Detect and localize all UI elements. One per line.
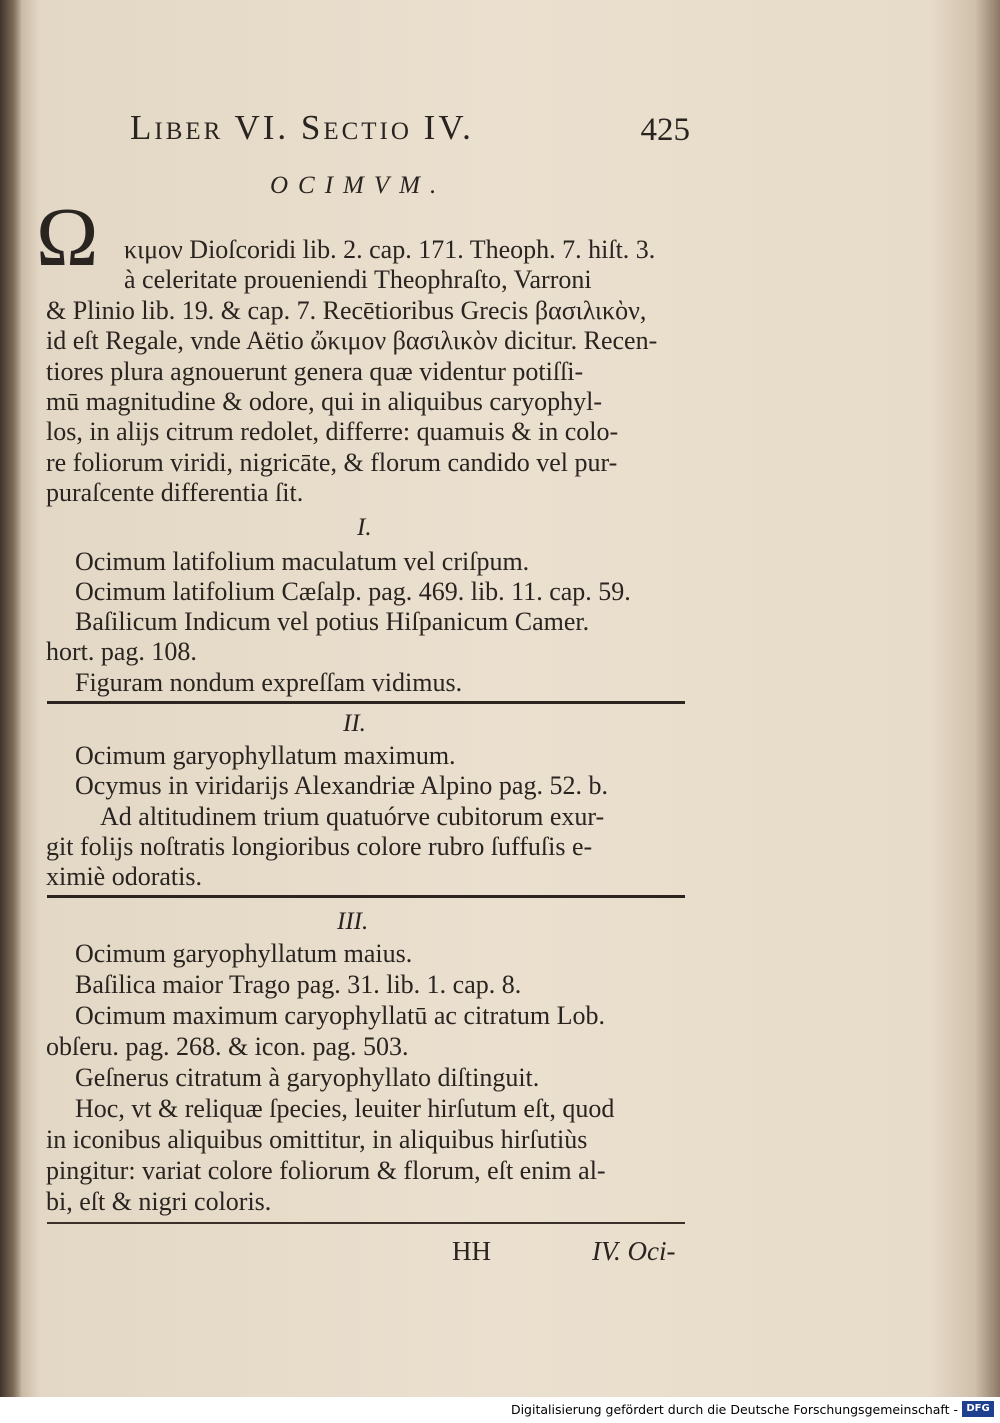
text-line: Ocimum garyophyllatum maximum. [75,741,456,770]
section-numeral: III. [337,908,369,935]
section-numeral: I. [357,514,372,541]
text-line: Hoc, vt & reliquæ ſpecies, leuiter hirſutum eſt, quod [75,1094,615,1123]
text-line: tiores plura agnouerunt genera quæ videntur potiſſi- [46,357,584,386]
text-line: Ocimum garyophyllatum maius. [75,939,413,968]
text-line: re foliorum viridi, nigricāte, & florum candido vel pur- [46,448,618,477]
text-line: hort. pag. 108. [46,637,197,666]
text-line: Ocimum latifolium Cæſalp. pag. 469. lib. 11. cap. 59. [75,577,631,606]
text-line: id eſt Regale, vnde Aëtio ὤκιμον βασιλικὸν dicitur. Recen- [46,326,658,355]
drop-capital: Ω [36,191,99,284]
text-line: in iconibus aliquibus omittitur, in aliquibus hirſutiùs [46,1125,588,1154]
text-line: à celeritate proueniendi Theophraſto, Varroni [124,265,592,294]
text-line: & Plinio lib. 19. & cap. 7. Recētioribus Grecis βασιλικὸν, [46,296,647,325]
running-header [130,108,690,158]
catchword: IV. Oci- [592,1236,676,1266]
binding-gutter [0,0,22,1397]
text-line: mū magnitudine & odore, qui in aliquibus caryophyl- [46,387,603,416]
text-line: obſeru. pag. 268. & icon. pag. 503. [46,1032,409,1061]
text-line: ximiè odoratis. [46,862,202,891]
running-title: Liber VI. Sectio IV. [130,108,474,147]
page-number: 425 [640,112,690,148]
text-line: bi, eſt & nigri coloris. [46,1187,272,1216]
footer-bar [0,1397,1000,1423]
section-numeral: II. [343,710,366,737]
section-rule [47,895,685,898]
text-line: κιμον Dioſcoridi lib. 2. cap. 171. Theoph. 7. hiſt. 3. [124,235,656,264]
text-line: Baſilicum Indicum vel potius Hiſpanicum Camer. [75,607,590,636]
text-line: Ocimum maximum caryophyllatū ac citratum Lob. [75,1001,605,1030]
chapter-title: OCIMVM. [270,172,447,199]
text-line: Ad altitudinem trium quatuórve cubitorum exur- [100,802,605,831]
text-line: Ocimum latifolium maculatum vel criſpum. [75,547,530,576]
text-line: Geſnerus citratum à garyophyllato diſtinguit. [75,1063,540,1092]
text-line: los, in alijs citrum redolet, differre: quamuis & in colo- [46,417,619,446]
text-line: git folijs noſtratis longioribus colore rubro ſuffuſis e- [46,832,593,861]
text-line: Baſilica maior Trago pag. 31. lib. 1. cap. 8. [75,970,522,999]
text-line: puraſcente differentia ſit. [46,478,304,507]
text-line: Ocymus in viridarijs Alexandriæ Alpino pag. 52. b. [75,771,608,800]
dfg-logo: DFG [962,1401,994,1417]
closing-rule [47,1222,685,1224]
text-line: pingitur: variat colore foliorum & florum, eſt enim al- [46,1156,606,1185]
text-line: Figuram nondum expreſſam vidimus. [75,668,463,697]
section-rule [47,701,685,704]
funding-credit: Digitalisierung gefördert durch die Deutsche Forschungsgemeinschaft - [510,1402,958,1417]
signature-mark: HH [452,1236,491,1266]
